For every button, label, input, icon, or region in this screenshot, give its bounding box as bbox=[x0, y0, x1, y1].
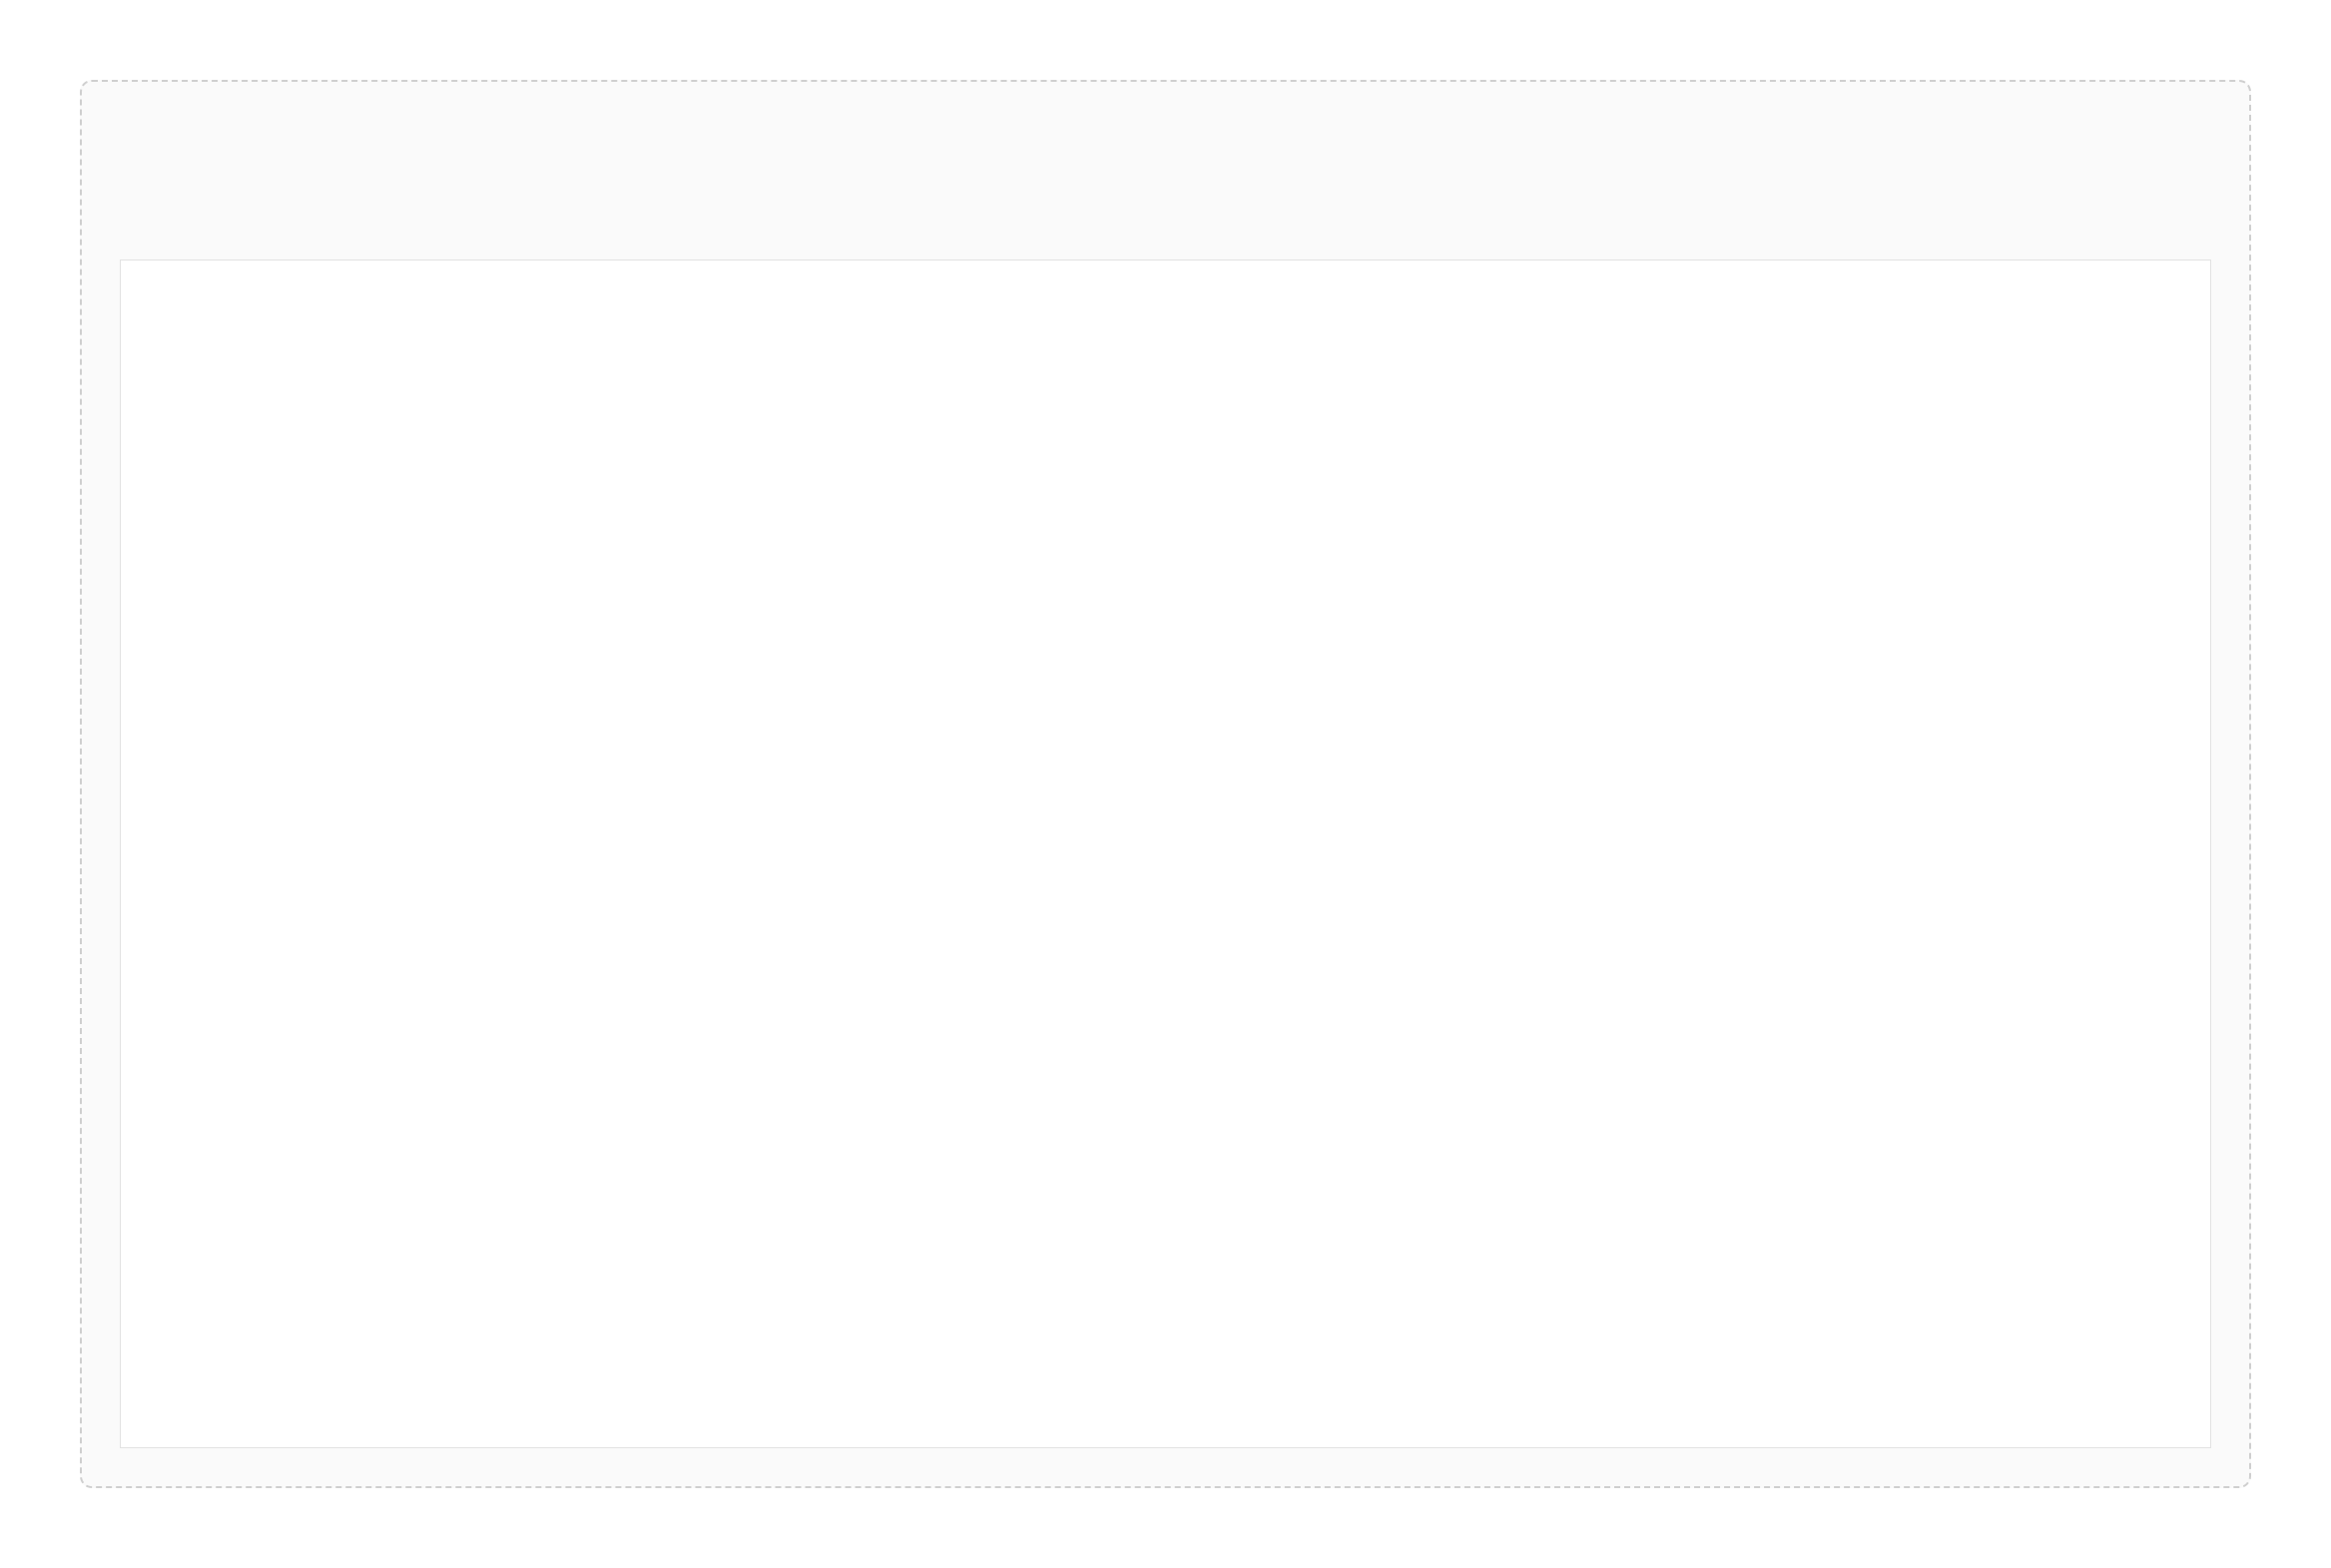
empty-content-area bbox=[120, 260, 2211, 1448]
